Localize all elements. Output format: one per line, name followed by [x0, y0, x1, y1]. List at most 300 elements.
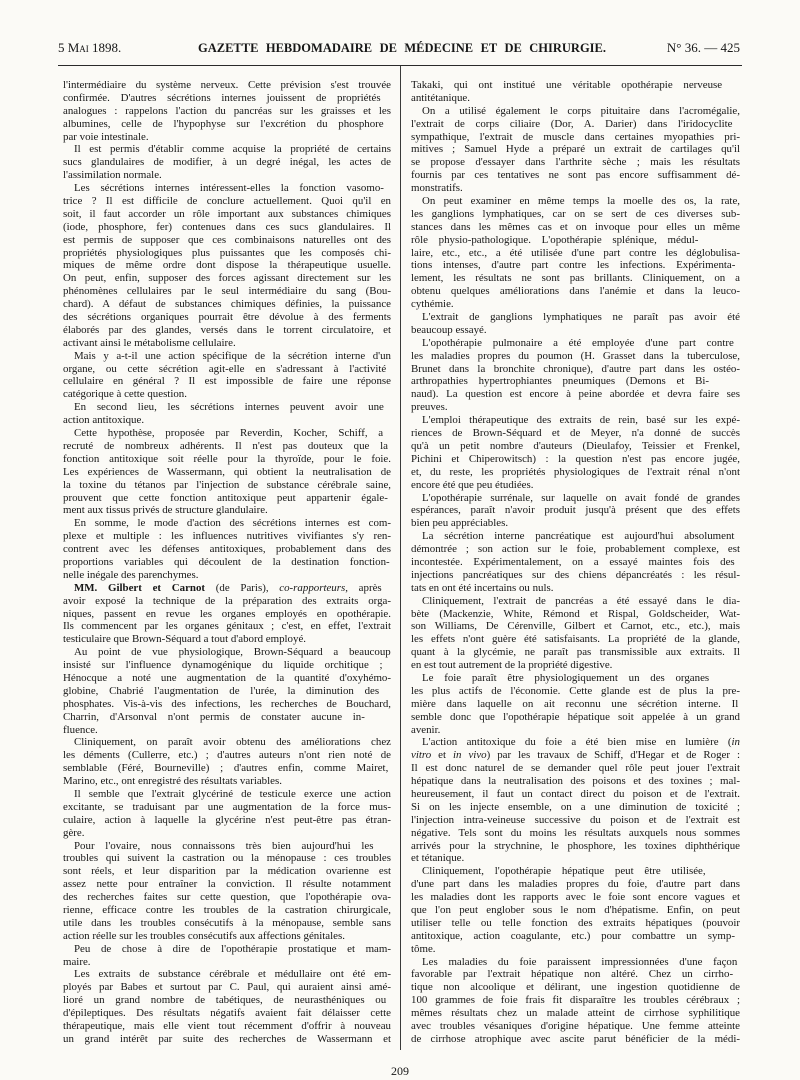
- text-run: et: [431, 749, 454, 762]
- text-line: [411, 401, 740, 414]
- text-line: [63, 479, 391, 492]
- paragraph: [411, 672, 740, 736]
- line-text: arthropathies hypertrophiantes pneumiques (Demons et Bi-: [411, 375, 709, 388]
- text-line: [63, 865, 391, 878]
- line-text: confirmée. D'autres sécrétions internes jouissent de propriétés: [63, 91, 381, 104]
- text-line: [63, 814, 391, 827]
- text-line: [411, 736, 740, 749]
- paragraph: [411, 956, 740, 1046]
- line-text: Brunet dans la bronchite chronique), d'autre part dans les ostéo-: [411, 362, 740, 375]
- line-text: Il est permis d'établir comme acquise la propriété de certains: [74, 143, 391, 156]
- paragraph: [411, 414, 740, 491]
- text-line: [411, 440, 740, 453]
- text-line: [63, 620, 391, 633]
- line-text: En somme, le mode d'action des sécrétions internes est com-: [74, 517, 391, 530]
- line-text: et tétanique.: [411, 852, 465, 865]
- text-line: [63, 917, 391, 930]
- text-line: [63, 762, 391, 775]
- text-line: [411, 492, 740, 505]
- text-line: [63, 234, 391, 247]
- paragraph: [411, 865, 740, 955]
- line-text: obtenu quelques améliorations dans l'anémie et dans la leuco-: [411, 285, 740, 298]
- line-text: espérances, paraît n'avoir produit jusqu'à présent que des effets: [411, 504, 740, 517]
- text-line: [63, 736, 391, 749]
- text-line: [63, 298, 391, 311]
- text-line: [411, 156, 740, 169]
- italic-text: in vivo: [453, 749, 487, 762]
- paragraph: [411, 79, 740, 105]
- text-line: [63, 285, 391, 298]
- text-line: [411, 453, 740, 466]
- text-line: [63, 208, 391, 221]
- text-line: [63, 956, 391, 969]
- line-text: gère.: [63, 826, 85, 839]
- line-text: L'opothérapie surrénale, sur laquelle on avait fondé de grandes: [422, 491, 740, 504]
- line-text: antitoxique, action coagulante, etc.) pour combattre un symp-: [411, 929, 735, 942]
- line-text: arrivés pour la strychnine, le phosphore, les toxines diphthérique: [411, 839, 740, 852]
- text-line: [63, 79, 391, 92]
- line-text: son Williams, De Cérenville, Gilbert et Carnot, etc., etc.), mais: [411, 620, 740, 633]
- text-line: [411, 427, 740, 440]
- text-line: [63, 943, 391, 956]
- line-text: les déments (Cullerre, etc.) ; d'autres auteurs n'ont rien noté de: [63, 749, 391, 762]
- running-head-date: [58, 40, 121, 56]
- line-text: (iode, phosphore, fer) contenues dans ces sucs glandulaires. Il: [63, 220, 391, 233]
- line-text: avoir exposé la technique de la préparation des extraits orga-: [63, 594, 391, 607]
- line-text: les plus actifs de l'économie. Cette glande est de plus la pre-: [411, 684, 740, 697]
- text-line: [63, 543, 391, 556]
- running-head-issue-text: N° 36. — 425: [666, 40, 740, 55]
- line-text: négative. Tels sont du moins les résultats auxquels nous sommes: [411, 826, 740, 839]
- column-rule: [400, 66, 401, 1050]
- text-line: [63, 453, 391, 466]
- line-text: stances dans les mêmes cas et on invoque pour elles un même: [411, 220, 740, 233]
- text-line: [63, 1033, 391, 1046]
- line-text: Pour l'ovaire, nous connaissons très bien aujourd'hui les: [74, 839, 374, 852]
- paragraph: [411, 337, 740, 414]
- text-line: [63, 156, 391, 169]
- line-text: Mais y a-t-il une action spécifique de la sécrétion interne d'un: [74, 349, 391, 362]
- line-text: les maladies propres du poumon (H. Grasset dans la tuberculose,: [411, 349, 740, 362]
- text-line: [63, 492, 391, 505]
- text-line: [411, 259, 740, 272]
- text-line: [63, 517, 391, 530]
- line-text: Il est donc naturel de se demander quel rôle peut jouer l'extrait: [411, 762, 740, 775]
- paragraph: [411, 736, 740, 865]
- text-line: [411, 195, 740, 208]
- text-line: [411, 878, 740, 891]
- line-text: phénomènes cellulaires par le seul intermédiaire du sang (Bou-: [63, 285, 391, 298]
- italic-text: co-rapporteurs: [279, 581, 346, 594]
- text-line: [411, 840, 740, 853]
- line-text: phosphates. Vis-à-vis des infections, les recherches de Bouchard,: [63, 697, 391, 710]
- line-text: favorable par l'extrait hépatique non altéré. Chez un cirrho-: [411, 968, 734, 981]
- text-line: [411, 466, 740, 479]
- line-text: excitante, se traduisant par une augmentation de la force mus-: [63, 800, 391, 813]
- line-text: analogues : rappelons l'action du pancréas sur les graisses et les: [63, 104, 391, 117]
- text-line: [63, 891, 391, 904]
- text-line: [411, 698, 740, 711]
- text-line: [411, 92, 740, 105]
- text-line: [411, 685, 740, 698]
- paragraph: [411, 492, 740, 531]
- line-text: fluence.: [63, 723, 98, 736]
- line-text: contrent avec les défenses antitoxiques, probablement dans des: [63, 543, 391, 556]
- line-text: proportions variables qui découlent de la destination fonction-: [63, 555, 390, 568]
- line-text: L'opothérapie pulmonaire a été employée d'une part contre: [422, 336, 734, 349]
- text-line: [411, 968, 740, 981]
- text-line: [411, 363, 740, 376]
- paragraph: [63, 788, 391, 840]
- line-text: miques de même ordre dont dispose la thérapeutique usuelle.: [63, 259, 391, 272]
- text-line: [63, 105, 391, 118]
- text-line: [63, 582, 391, 595]
- line-text: se propose d'essayer dans l'arthrite sèche ; mais les résultats: [411, 156, 740, 169]
- paragraph: [63, 182, 391, 350]
- line-text: organe, ou cette sécrétion agit-elle en s'adressant à l'activité: [63, 362, 387, 375]
- line-text: hépatique dans la neutralisation des poisons et des toxines ; mal-: [411, 775, 740, 788]
- text-line: [411, 414, 740, 427]
- left-column: [63, 79, 391, 1046]
- line-text: par voie intestinale.: [63, 130, 149, 143]
- paragraph: [63, 350, 391, 402]
- text-line: [63, 878, 391, 891]
- text-line: [411, 1020, 740, 1033]
- text-line: [411, 724, 740, 737]
- line-text: albumines, celle de l'hypophyse sur l'excrétion du phosphore: [63, 117, 384, 130]
- text-run: , après: [345, 581, 382, 594]
- text-line: [411, 234, 740, 247]
- line-text: Les expériences de Wassermann, qui obtient la neutralisation de: [63, 465, 391, 478]
- line-text: Charrin, d'Arsonval n'ont permis de constater aucune in-: [63, 710, 365, 723]
- line-text: injections pancréatiques sur des chiens dépancréatés : les résul-: [411, 568, 740, 581]
- line-text: cellulaire en général ? Il est impossible de faire une réponse: [63, 375, 391, 388]
- text-line: [411, 672, 740, 685]
- text-line: [411, 801, 740, 814]
- line-text: Marino, etc., ont enregistré des résultats variables.: [63, 775, 282, 788]
- text-line: [63, 504, 391, 517]
- text-line: [63, 724, 391, 737]
- line-text: ployés par Babes et surtout par C. Paul, qui auraient ainsi amé-: [63, 981, 391, 994]
- line-text: que l'on peut englober sous le nom d'hépatisme. Enfin, on peut: [411, 904, 740, 916]
- text-line: [63, 388, 391, 401]
- line-text: avenir.: [411, 723, 441, 736]
- line-text: riences de Brown-Séquard et de Meyer, n'a donné de succès: [411, 427, 740, 440]
- text-line: [411, 221, 740, 234]
- text-line: [63, 427, 391, 440]
- line-text: [411, 749, 740, 761]
- text-line: [411, 917, 740, 930]
- text-line: [63, 375, 391, 388]
- line-text: Cliniquement, l'opothérapie hépatique peut être utilisée,: [422, 865, 706, 878]
- text-line: [411, 350, 740, 363]
- text-line: [63, 440, 391, 453]
- text-line: [63, 659, 391, 672]
- line-text: Au point de vue physiologique, Brown-Séquard a beaucoup: [74, 646, 391, 659]
- text-line: [411, 620, 740, 633]
- text-line: [411, 904, 740, 917]
- line-text: sont réels, et leur disparition par la médication ovarienne est: [63, 865, 391, 878]
- text-line: [411, 865, 740, 878]
- line-text: quant à la glycémie, ne paraît pas transmissible aux extraits. Il: [411, 646, 740, 659]
- paragraph: [63, 646, 391, 736]
- text-line: [411, 131, 740, 144]
- line-text: chard). A défaut de substances chimiques définies, la puissance: [63, 298, 391, 311]
- text-line: [411, 143, 740, 156]
- text-line: [411, 79, 740, 92]
- paragraph: [411, 595, 740, 672]
- line-text: propriétés physiologiques plus puissantes que les composés chi-: [63, 246, 391, 259]
- text-line: [63, 1007, 391, 1020]
- line-text: la toxine du tétanos par l'injection de substance cérébrale saine,: [63, 478, 391, 491]
- text-line: [63, 981, 391, 994]
- page-number: 209: [391, 1064, 409, 1078]
- line-text: heureusement, il faut un contact direct du poison et de l'extrait.: [411, 787, 740, 800]
- text-line: [63, 698, 391, 711]
- line-text: élaborés par des glandes, versés dans le torrent circulatoire, et: [63, 323, 391, 336]
- line-text: encore été que peu étudiées.: [411, 478, 534, 491]
- text-line: [411, 814, 740, 827]
- line-text: d'épileptiques. Des résultats négatifs avaient fait délaisser cette: [63, 1007, 391, 1020]
- text-line: [63, 801, 391, 814]
- text-line: [63, 775, 391, 788]
- line-text: recruté de nombreux adhérents. Il n'est pas douteux que la: [63, 439, 388, 452]
- line-text: L'extrait de ganglions lymphatiques ne paraît pas avoir été: [422, 311, 740, 324]
- line-text: l'injection intra-veineuse successive du poison et de l'extrait est: [411, 813, 740, 826]
- text-line: [63, 646, 391, 659]
- text-line: [63, 788, 391, 801]
- text-line: [411, 504, 740, 517]
- line-text: un grand intérêt par suite des recherches de Wassermann et: [63, 1032, 391, 1045]
- line-text: lement, les résultats ne sont pas brillants. Cliniquement, on a: [411, 272, 740, 285]
- line-text: En second lieu, les sécrétions internes peuvent avoir une: [74, 401, 384, 414]
- line-text: Takaki, qui ont institué une véritable opothérapie nerveuse: [411, 79, 723, 91]
- text-line: [63, 749, 391, 762]
- text-line: [411, 208, 740, 221]
- line-text: les effets n'ont guère été satisfaisants. La propriété de la glande,: [411, 633, 740, 646]
- line-text: qu'à un petit nombre d'auteurs (Dieulafoy, Teissier et Frenkel,: [411, 439, 740, 452]
- line-text: On a utilisé également le corps pituitaire dans l'acromégalie,: [422, 104, 740, 117]
- line-text: tions intenses, d'autre part contre les infections. Expérimenta-: [411, 259, 736, 272]
- text-line: [411, 788, 740, 801]
- text-line: [63, 530, 391, 543]
- text-line: [411, 1007, 740, 1020]
- text-line: [411, 543, 740, 556]
- line-text: utile dans les troubles consécutifs à la ménopause, semble sans: [63, 916, 391, 929]
- line-text: trice ? Il est difficile de conclure actuellement. Quoi qu'il en: [63, 195, 391, 208]
- paragraph: [411, 105, 740, 195]
- text-line: [63, 169, 391, 182]
- text-run: L'action antitoxique du foie a été bien mise en lumière (: [422, 736, 732, 749]
- line-text: d'une part dans les maladies propres du foie, d'autre part dans: [411, 878, 740, 891]
- italic-text: in: [731, 736, 740, 749]
- text-line: [63, 556, 391, 569]
- line-text: tats en ont été incertains ou nuls.: [411, 581, 554, 594]
- line-text: en est tout autrement de la propriété digestive.: [411, 659, 613, 672]
- line-text: [422, 736, 740, 748]
- paragraph: [63, 517, 391, 581]
- text-line: [63, 311, 391, 324]
- paragraph: [411, 311, 740, 337]
- line-text: troubles qui suivent la castration ou la ménopause : ces troubles: [63, 852, 391, 865]
- line-text: l'extrait de corps ciliaire (Dor, A. Darier) dans l'iridocyclite: [411, 117, 733, 130]
- text-line: [63, 143, 391, 156]
- line-text: fonction antitoxique soit réelle pour la thyroïde, pour le foie.: [63, 452, 391, 465]
- text-line: [63, 852, 391, 865]
- line-text: l'intermédiaire du système nerveux. Cette prévision s'est trouvée: [63, 79, 391, 91]
- italic-text: vitro: [411, 749, 432, 762]
- line-text: Les maladies du foie paraissent impressionnées d'une façon: [422, 955, 738, 968]
- text-line: [411, 956, 740, 969]
- text-line: [411, 311, 740, 324]
- line-text: incontestée. Expérimentalement, on a essayé maintes fois des: [411, 555, 735, 568]
- line-text: sucs glandulaires de modifier, à un degré inégal, les actes de: [63, 156, 391, 169]
- text-line: [411, 994, 740, 1007]
- line-text: lioré un grand nombre de tabétiques, de neurasthéniques ou: [63, 994, 387, 1007]
- text-line: [411, 633, 740, 646]
- text-line: [411, 943, 740, 956]
- text-line: [411, 1033, 740, 1046]
- text-line: [411, 375, 740, 388]
- text-line: [63, 466, 391, 479]
- line-text: thérapeutique, mais elle vient tout récemment d'offrir à nouveau: [63, 1020, 391, 1033]
- text-line: [411, 891, 740, 904]
- text-line: [411, 105, 740, 118]
- line-text: insisté sur l'influence dynamogénique du liquide orchitique ;: [63, 659, 383, 672]
- line-text: laire, etc., etc., a été utilisée d'une part contre les déglobulisa-: [411, 246, 740, 259]
- line-text: nelle inégale des parenchymes.: [63, 568, 199, 581]
- line-text: soit, il faut accorder un rôle important aux substances chimiques: [63, 207, 391, 220]
- paragraph: [63, 427, 391, 517]
- text-line: [411, 556, 740, 569]
- bold-text: MM. Gilbert et Carnot: [74, 581, 206, 594]
- line-text: Cette hypothèse, proposée par Reverdin, Kocher, Schiff, a: [74, 427, 384, 440]
- running-head-title: [198, 40, 606, 56]
- paragraph: [411, 530, 740, 594]
- line-text: sympathique, l'extrait de muscle dans certaines myopathies pri-: [411, 130, 740, 143]
- line-text: 100 grammes de foie frais fit disparaître les troubles cérébraux ;: [411, 994, 740, 1007]
- paragraph: [63, 401, 391, 427]
- text-line: [63, 711, 391, 724]
- line-text: testiculaire que Brown-Séquard a tout d'abord employé.: [63, 633, 306, 646]
- line-text: maire.: [63, 955, 91, 968]
- line-text: prouvent que cette fonction antitoxique peut appartenir égale-: [63, 491, 388, 504]
- text-line: [63, 827, 391, 840]
- line-text: antitétanique.: [411, 91, 470, 104]
- running-head-title-text: GAZETTE HEBDOMADAIRE DE MÉDECINE ET DE CHIRURGIE.: [198, 41, 606, 55]
- line-text: Les extraits de substance cérébrale et médullaire ont été em-: [74, 968, 391, 981]
- text-line: [63, 350, 391, 363]
- text-line: [63, 272, 391, 285]
- line-text: avec troubles vésaniques d'origine hépatique. Une femme atteinte: [411, 1020, 740, 1033]
- line-text: Ils commencent par les organes génitaux ; c'est, en effet, l'extrait: [63, 620, 391, 633]
- paragraph: [63, 968, 391, 1045]
- text-line: [411, 582, 740, 595]
- text-line: [411, 272, 740, 285]
- line-text: Il semble que l'extrait glycériné de testicule exerce une action: [74, 787, 391, 800]
- line-text: les maladies dont les rapports avec le foie sont encore vagues et: [411, 891, 740, 904]
- text-line: [63, 930, 391, 943]
- paragraph: [63, 143, 391, 182]
- text-line: [411, 595, 740, 608]
- text-line: [411, 298, 740, 311]
- paragraph: [63, 79, 391, 143]
- running-head-issue: [667, 40, 740, 56]
- text-line: [63, 414, 391, 427]
- line-text: tique non alcoolique et délirant, une ingestion quotidienne de: [411, 981, 740, 994]
- text-line: [63, 337, 391, 350]
- text-line: [411, 530, 740, 543]
- text-line: [63, 685, 391, 698]
- line-text: activant ainsi le métabolisme cellulaire.: [63, 336, 236, 349]
- line-text: et, du reste, les propriétés physiologiques de l'extrait rénal n'ont: [411, 465, 740, 478]
- line-text: mière dans laquelle on ait reconnu une sécrétion interne. Il: [411, 697, 739, 710]
- line-text: les ganglions lymphatiques, car on se sert de ces diverses sub-: [411, 207, 740, 220]
- text-line: [63, 118, 391, 131]
- paragraph: [63, 840, 391, 943]
- text-line: [411, 711, 740, 724]
- text-line: [411, 569, 740, 582]
- text-line: [63, 608, 391, 621]
- text-line: [411, 981, 740, 994]
- text-line: [63, 595, 391, 608]
- text-line: [63, 1020, 391, 1033]
- line-text: globine, Chabrié l'augmentation de l'urée, la diminution des: [63, 684, 380, 697]
- text-line: [63, 363, 391, 376]
- text-line: [411, 479, 740, 492]
- text-line: [63, 195, 391, 208]
- text-line: [411, 285, 740, 298]
- line-text: cythémie.: [411, 298, 454, 311]
- text-line: [63, 569, 391, 582]
- line-text: Cliniquement, l'extrait de pancréas a été essayé dans le dia-: [422, 594, 740, 607]
- paragraph: [63, 736, 391, 788]
- line-text: l'assimilation normale.: [63, 169, 162, 182]
- text-line: [63, 324, 391, 337]
- text-line: [411, 118, 740, 131]
- paragraph: [63, 943, 391, 969]
- text-line: [63, 131, 391, 144]
- text-line: [411, 930, 740, 943]
- line-text: [74, 582, 382, 594]
- line-text: Si on les injecte ensemble, on a une diminution de toxicité ;: [411, 800, 740, 813]
- text-line: [411, 646, 740, 659]
- line-text: semblable (Féré, Bourneville) ; d'autres enfin, comme Mairet,: [63, 762, 389, 775]
- text-line: [411, 775, 740, 788]
- text-line: [411, 182, 740, 195]
- text-run: ) par les travaux de Schiff, d'Hegar et de Roger :: [486, 749, 740, 762]
- right-column: [411, 79, 740, 1046]
- line-text: naud). La question est encore à peine abordée et devra faire ses: [411, 388, 740, 401]
- text-line: [411, 762, 740, 775]
- text-line: [63, 672, 391, 685]
- line-text: démontrée ; son action sur le foie, probablement complexe, est: [411, 543, 740, 556]
- line-text: On peut examiner en même temps la moelle des os, la rate,: [422, 195, 740, 208]
- line-text: fournis par ces tentatives ne sont pas encore suffisamment dé-: [411, 169, 740, 182]
- text-line: [411, 608, 740, 621]
- line-text: Cliniquement, on paraît avoir obtenu des améliorations chez: [74, 736, 391, 749]
- text-line: [411, 324, 740, 337]
- line-text: bète (Mackenzie, White, Rémond et Rispal, Goldscheider, Wat-: [411, 607, 740, 620]
- text-line: [411, 827, 740, 840]
- line-text: catégorique à cette question.: [63, 388, 187, 401]
- line-text: rienne, efficace contre les troubles de la castration chirurgicale,: [63, 904, 391, 916]
- text-line: [63, 994, 391, 1007]
- text-run: (de Paris),: [205, 581, 280, 594]
- line-text: tôme.: [411, 942, 436, 955]
- line-text: Le foie paraît être physiologiquement un des organes: [422, 671, 710, 684]
- text-line: [411, 852, 740, 865]
